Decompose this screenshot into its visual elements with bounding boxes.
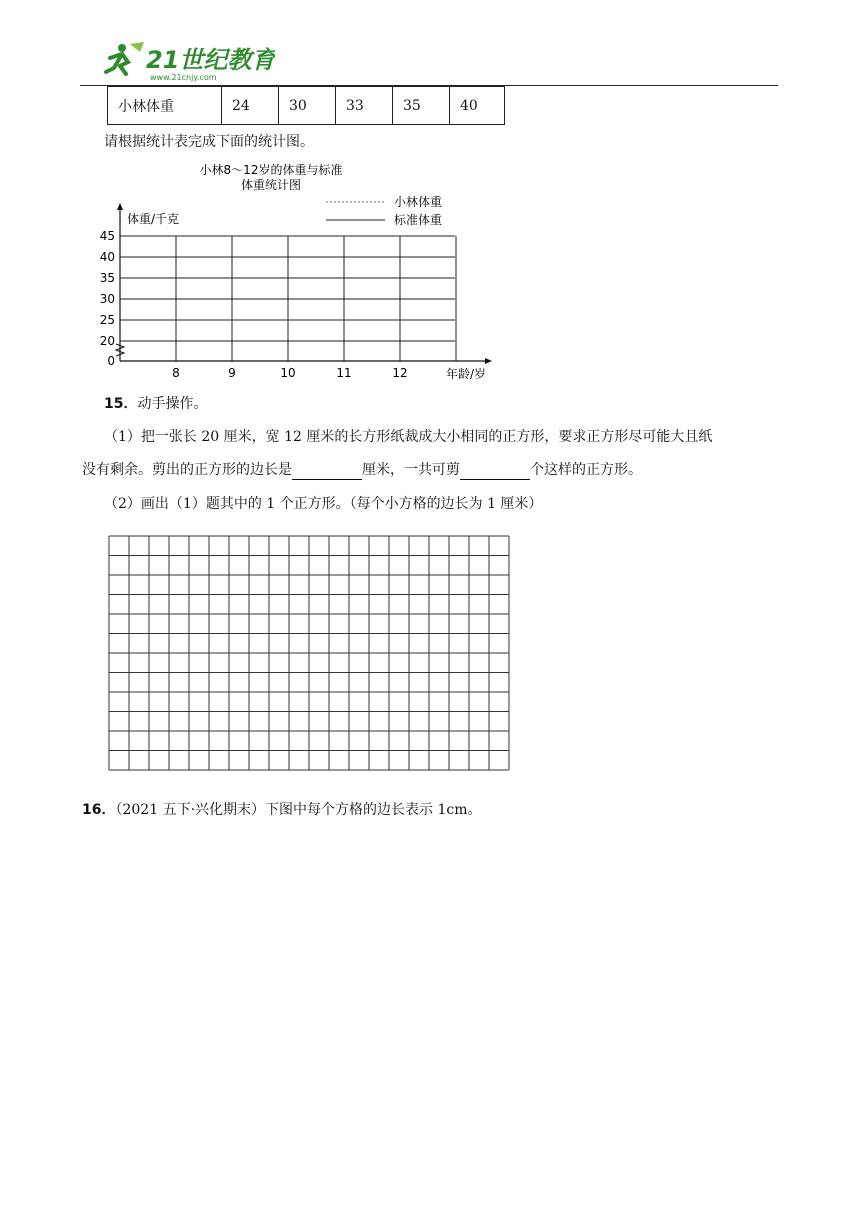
site-logo xyxy=(100,40,275,84)
legend-label-standard: 标准体重 xyxy=(394,213,443,227)
x-axis-label: 年龄/岁 xyxy=(446,367,487,381)
q16-text xyxy=(82,800,482,820)
y-tick-label: 20 xyxy=(100,334,115,348)
y-tick-label: 25 xyxy=(100,313,115,327)
y-tick-label: 0 xyxy=(107,354,115,368)
y-tick-label: 45 xyxy=(100,229,115,243)
q15-part1-line2 xyxy=(82,460,642,480)
q15-part2: （2）画出（1）题其中的 1 个正方形。（每个小方格的边长为 1 厘米） xyxy=(104,496,543,512)
text-segment: 个这样的正方形。 xyxy=(530,462,642,478)
question-number: 15． xyxy=(104,396,138,412)
q15-part1-line1: （1）把一张长 20 厘米，宽 12 厘米的长方形纸裁成大小相同的正方形，要求正方形尽可能大且纸 xyxy=(104,429,713,445)
logo-subtext: www.21cnjy.com xyxy=(150,73,217,82)
y-axis-arrow xyxy=(117,203,123,210)
x-tick-label: 11 xyxy=(336,366,352,380)
answer-blank-side[interactable] xyxy=(292,463,362,480)
x-tick-label: 8 xyxy=(172,366,180,380)
chart-title-line2: 体重统计图 xyxy=(240,178,302,192)
instruction-text: 请根据统计表完成下面的统计图。 xyxy=(104,134,314,150)
table-row-label: 小林体重 xyxy=(108,87,222,125)
table-cell: 24 xyxy=(222,87,279,125)
y-tick-label: 30 xyxy=(100,292,115,306)
question-title: 动手操作。 xyxy=(137,396,208,412)
legend-label-xiaolin: 小林体重 xyxy=(394,195,443,209)
text-segment: 厘米，一共可剪 xyxy=(362,462,460,478)
x-axis-arrow xyxy=(485,358,492,364)
table-cell: 30 xyxy=(279,87,336,125)
answer-blank-count[interactable] xyxy=(460,463,530,480)
chart-title-line1: 小林8～12岁的体重与标准 xyxy=(199,163,343,177)
y-axis-label: 体重/千克 xyxy=(127,212,180,226)
x-tick-label: 12 xyxy=(392,366,408,380)
x-tick-label: 10 xyxy=(280,366,296,380)
question-body: （2021 五下·兴化期末）下图中每个方格的边长表示 1cm。 xyxy=(115,802,482,818)
y-tick-label: 35 xyxy=(100,271,115,285)
weight-line-chart xyxy=(100,158,500,384)
table-cell: 40 xyxy=(450,87,505,125)
chart-axes xyxy=(116,203,492,364)
weight-table xyxy=(107,86,505,125)
q15-heading xyxy=(104,394,207,414)
x-tick-label: 9 xyxy=(228,366,236,380)
x-tick-labels xyxy=(172,366,407,380)
chart-grid xyxy=(120,236,456,361)
y-tick-label: 40 xyxy=(100,250,115,264)
y-tick-labels xyxy=(100,229,115,368)
drawing-grid[interactable] xyxy=(108,535,510,775)
text-segment: 没有剩余。剪出的正方形的边长是 xyxy=(82,462,292,478)
runner-icon xyxy=(106,42,144,74)
logo-text: 21世纪教育 xyxy=(146,46,275,74)
table-row xyxy=(108,87,505,125)
question-number: 16． xyxy=(82,802,116,818)
table-cell: 33 xyxy=(336,87,393,125)
table-cell: 35 xyxy=(393,87,450,125)
